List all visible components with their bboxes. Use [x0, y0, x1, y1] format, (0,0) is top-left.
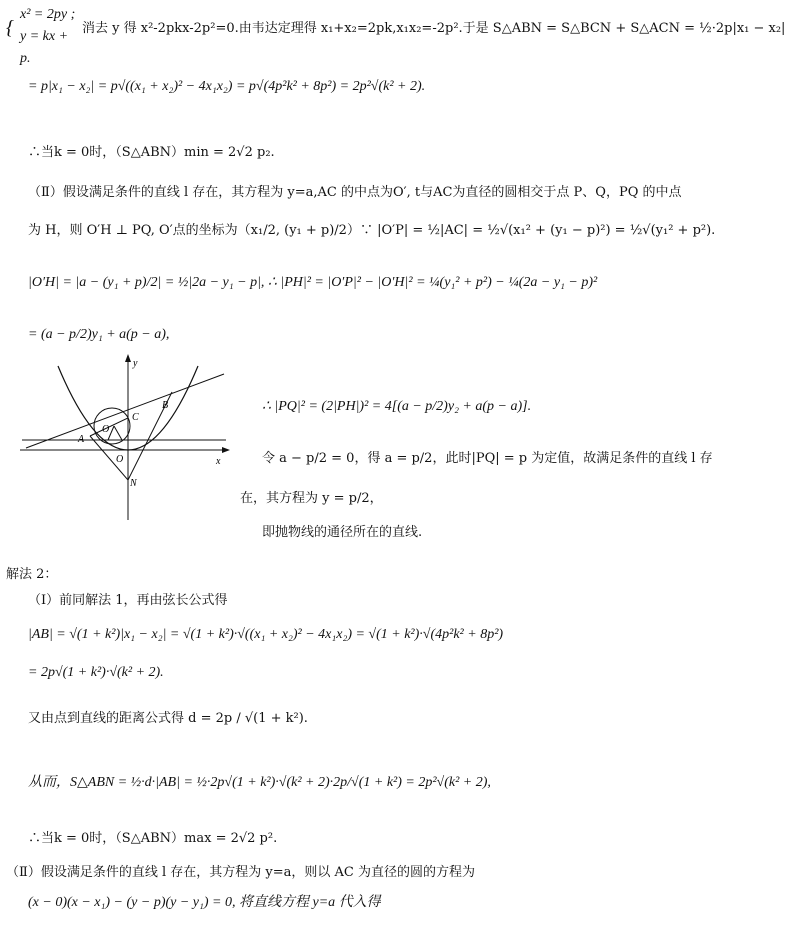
line-chord-formula: （Ⅰ）前同解法 1，再由弦长公式得 [28, 593, 228, 608]
label-a: A [78, 434, 85, 445]
heading-method-2: 解法 2： [6, 567, 58, 582]
line-line-equation: 在，其方程为 y = p/2， [240, 491, 383, 506]
label-b: B [162, 400, 169, 411]
parabola-figure [18, 352, 232, 522]
y-axis-arrow [125, 354, 131, 362]
line-midpoint-coords: 为 H，则 O′H ⊥ PQ, O′点的坐标为（x₁/2, (y₁ + p)/2）∵ |O′P| = ½|AC| = ½√(x₁² + (y₁ − p)²) = ½√(y₁² + p²). [28, 223, 716, 238]
line-min-area: ∴当k = 0时，（S△ABN）min = 2√2 p₂. [28, 145, 275, 160]
line-let-a: 令 a − p/2 = 0，得 a = p/2，此时|PQ| = p 为定值，故满足条件的直线 l 存 [262, 451, 713, 466]
line-pq-squared: ∴ |PQ|² = (2|PH|)² = 4[(a − p/2)y₂ + a(p − a)]. [262, 399, 532, 414]
x-axis-arrow [222, 447, 230, 453]
line-circle-equation: (x − 0)(x − x₁) − (y − p)(y − y₁) = 0, 将直线方程 y=a 代入得 [28, 895, 381, 910]
line-area-abn: 从而，S△ABN = ½·d·|AB| = ½·2p√(1 + k²)·√(k² + 2)·2p/√(1 + k²) = 2p²√(k² + 2), [28, 775, 491, 790]
system-brace: { [6, 17, 14, 39]
label-n: N [130, 478, 137, 489]
line-ab [26, 374, 224, 448]
line-area-calc: = p|x₁ − x₂| = p√((x₁ + x₂)² − 4x₁x₂) = p√(4p²k² + 8p²) = 2p²√(k² + 2). [28, 79, 426, 94]
line-ab-length: |AB| = √(1 + k²)|x₁ − x₂| = √(1 + k²)·√((x₁ + x₂)² − 4x₁x₂) = √(1 + k²)·√(4p²k² + 8p²) [28, 627, 504, 642]
line-distance-d: 又由点到直线的距离公式得 d = 2p / √(1 + k²). [28, 711, 308, 726]
label-o-prime: O [102, 424, 110, 435]
line-eliminate-y: 消去 y 得 x²-2pkx-2p²=0.由韦达定理得 x₁+x₂=2pk,x₁x₂=-2p².于是 S△ABN = S△BCN + S△ACN = ½·2p|x₁ − x₂| [82, 21, 785, 36]
segment-oh [114, 426, 122, 440]
line-ab-simplified: = 2p√(1 + k²)·√(k² + 2). [28, 665, 164, 680]
line-simplified: = (a − p/2)y₁ + a(p − a), [28, 327, 170, 342]
line-max-area: ∴当k = 0时，（S△ABN）max = 2√2 p². [28, 831, 278, 846]
label-o: O [116, 454, 124, 465]
label-x: x [216, 456, 221, 467]
line-oh-length: |O′H| = |a − (y₁ + p)/2| = ½|2a − y₁ − p|, ∴ |PH|² = |O′P|² − |O′H|² = ¼(y₁² + p²) − ¼(2a − y₁ − p)² [28, 275, 598, 290]
line-part2-method2: （Ⅱ）假设满足条件的直线 l 存在，其方程为 y=a，则以 AC 为直径的圆的方程为 [6, 865, 475, 880]
equation-system: x² = 2py ; y = kx + p. [20, 7, 76, 66]
label-c: C [132, 412, 139, 423]
label-y: y [133, 358, 138, 369]
line-latus-rectum: 即抛物线的通径所在的直线. [262, 525, 423, 540]
line-part2-assume: （Ⅱ）假设满足条件的直线 l 存在，其方程为 y=a,AC 的中点为O′, t与AC为直径的圆相交于点 P、Q，PQ 的中点 [28, 185, 682, 200]
